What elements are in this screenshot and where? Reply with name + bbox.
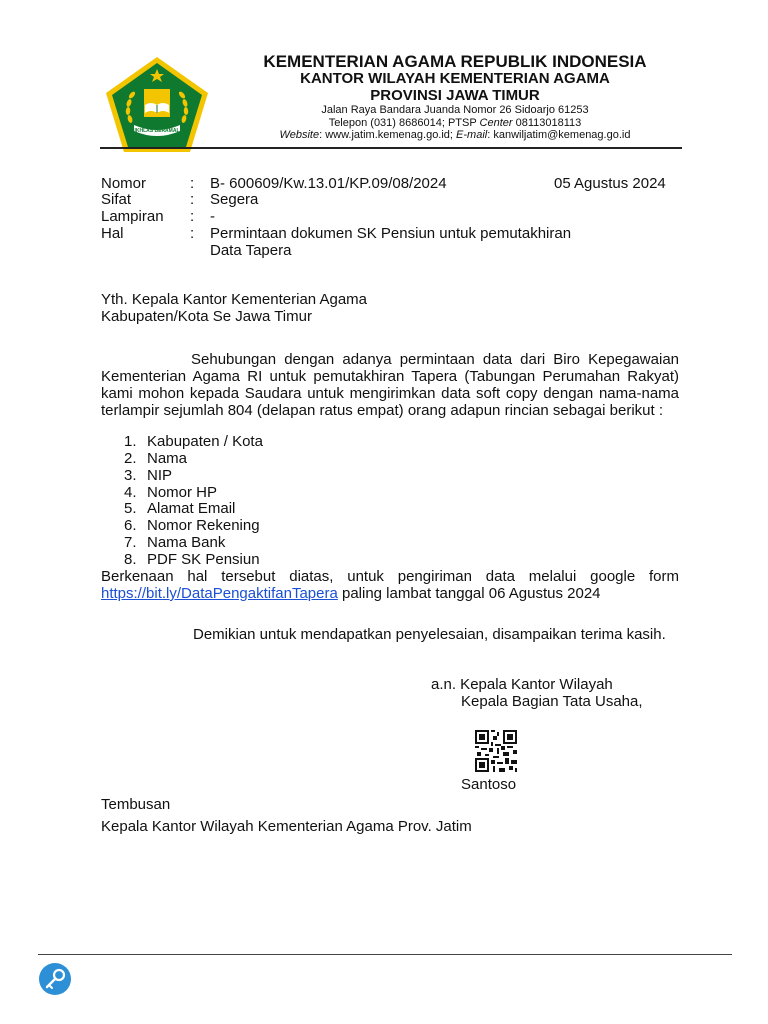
hal-label: Hal	[101, 225, 124, 242]
lampiran-value: -	[210, 208, 215, 225]
google-form-link[interactable]: https://bit.ly/DataPengaktifanTapera	[101, 585, 338, 602]
list-item: 3. NIP	[124, 467, 173, 484]
phone-line: Telepon (031) 8686014; PTSP Center 08113018113	[328, 117, 582, 129]
qr-code-icon	[475, 730, 517, 772]
nomor-value: B- 600609/Kw.13.01/KP.09/08/2024	[210, 175, 447, 192]
body-paragraph: Sehubungan dengan adanya permintaan data dari Biro Kepegawaian Kementerian Agama RI untuk pemutakhiran Tapera (Tabungan Perumahan Rakyat) kami mohon kepada Saudara untuk mengirimkan data soft copy dengan nama-nama terlampir sejumlah 804 (delapan ratus empat) orang adapun rincian sebagai berikut :	[101, 351, 679, 419]
list-item: 1. Kabupaten / Kota	[124, 433, 263, 450]
closing-sentence: Demikian untuk mendapatkan penyelesaian, disampaikan terima kasih.	[193, 626, 666, 643]
colon: :	[190, 225, 195, 242]
tembusan-item: Kepala Kantor Wilayah Kementerian Agama Prov. Jatim	[101, 818, 472, 835]
letterhead-divider	[100, 147, 682, 149]
nomor-label: Nomor	[101, 175, 147, 192]
kemenag-logo-icon	[104, 55, 210, 155]
lampiran-label: Lampiran	[101, 208, 164, 225]
sifat-label: Sifat	[101, 191, 132, 208]
recipient-line-1: Yth. Kepala Kantor Kementerian Agama	[101, 291, 368, 308]
signature-position: Kepala Bagian Tata Usaha,	[461, 693, 643, 710]
signature-on-behalf: a.n. Kepala Kantor Wilayah	[431, 676, 613, 693]
address-line: Jalan Raya Bandara Juanda Nomor 26 Sidoarjo 61253	[321, 104, 589, 116]
svg-text:IKHLAS BERAMAL: IKHLAS BERAMAL	[134, 128, 180, 134]
scribd-key-icon[interactable]	[38, 962, 72, 996]
province-title: PROVINSI JAWA TIMUR	[370, 87, 540, 104]
colon: :	[190, 191, 195, 208]
office-title: KANTOR WILAYAH KEMENTERIAN AGAMA	[300, 70, 610, 87]
list-item: 8. PDF SK Pensiun	[124, 551, 260, 568]
tembusan-label: Tembusan	[101, 796, 171, 813]
recipient-line-2: Kabupaten/Kota Se Jawa Timur	[101, 308, 312, 325]
ministry-title: KEMENTERIAN AGAMA REPUBLIK INDONESIA	[263, 52, 647, 71]
list-item: 6. Nomor Rekening	[124, 517, 260, 534]
letter-date: 05 Agustus 2024	[554, 175, 666, 192]
colon: :	[190, 175, 195, 192]
footer-divider	[38, 954, 732, 955]
list-item: 5. Alamat Email	[124, 500, 236, 517]
web-email-line: Website: www.jatim.kemenag.go.id; E-mail: kanwiljatim@kemenag.go.id	[279, 129, 631, 141]
form-paragraph: Berkenaan hal tersebut diatas, untuk pengiriman data melalui google form https://bit.ly/DataPengaktifanTapera paling lambat tanggal 06 Agustus 2024	[101, 568, 679, 602]
hal-value-continued: Data Tapera	[210, 242, 292, 259]
signatory-name: Santoso	[461, 776, 517, 793]
colon: :	[190, 208, 195, 225]
hal-value: Permintaan dokumen SK Pensiun untuk pemutakhiran	[210, 225, 572, 242]
list-item: 7. Nama Bank	[124, 534, 226, 551]
sifat-value: Segera	[210, 191, 259, 208]
list-item: 4. Nomor HP	[124, 484, 218, 501]
list-item: 2. Nama	[124, 450, 188, 467]
